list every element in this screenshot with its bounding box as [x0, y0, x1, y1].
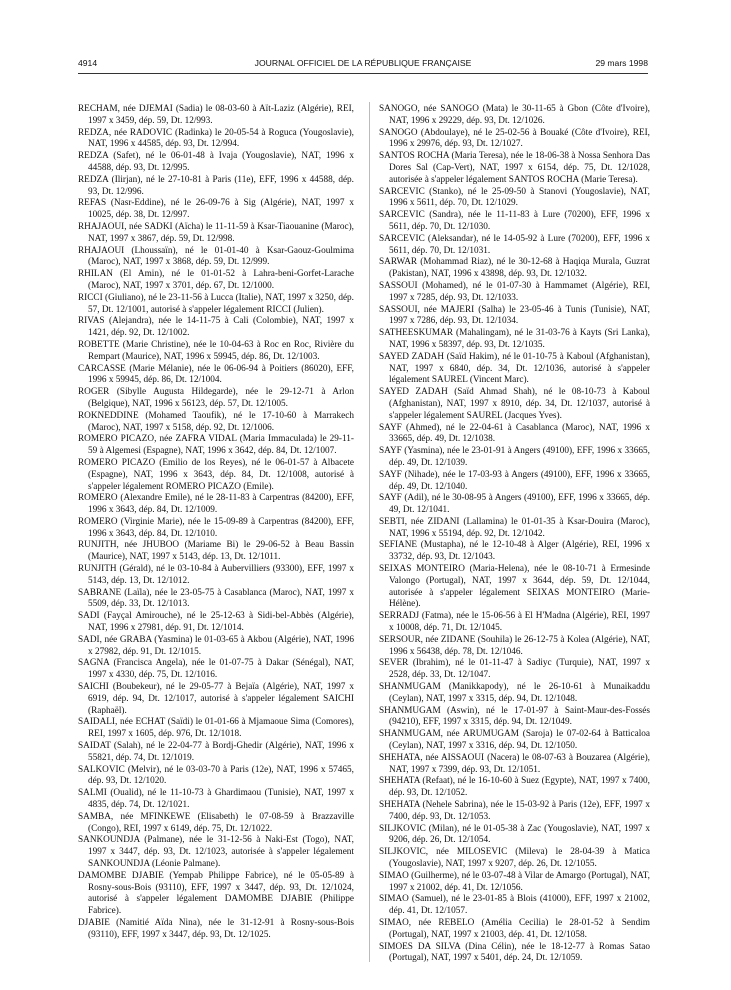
naturalization-entry: SASSOUI (Mohamed), né le 01-07-30 à Hammamet (Algérie), REI, 1997 x 7285, dép. 93, Dt. 12/1033.	[379, 280, 650, 303]
naturalization-entry: ROMERO (Virginie Marie), née le 15-09-89 à Carpentras (84200), EFF, 1996 x 3643, dép. 84, Dt. 12/1010.	[78, 516, 354, 539]
journal-title: JOURNAL OFFICIEL DE LA RÉPUBLIQUE FRANÇAISE	[254, 58, 472, 68]
naturalization-entry: SANTOS ROCHA (Maria Teresa), née le 18-06-38 à Nossa Senhora Das Dores Sal (Cap-Vert), NAT, 1997 x 6154, dép. 75, Dt. 12/1028, autorisée à s'appeler légalement SANTOS ROCHA (Marie Teresa).	[379, 151, 650, 185]
naturalization-entry: SAMBA, née MFINKEWE (Elisabeth) le 07-08-59 à Brazzaville (Congo), REI, 1997 x 6149, dép. 75, Dt. 12/1022.	[78, 811, 354, 834]
naturalization-entry: SAYF (Adil), né le 30-08-95 à Angers (49100), EFF, 1996 x 33665, dép. 49, Dt. 12/1041.	[379, 493, 650, 516]
naturalization-entry: SEBTI, née ZIDANI (Lallamina) le 01-01-35 à Ksar-Douira (Maroc), NAT, 1996 x 55194, dép. 92, Dt. 12/1042.	[379, 516, 650, 539]
naturalization-entry: SIMOES DA SILVA (Dina Célin), née le 18-12-77 à Romas Satao (Portugal), NAT, 1997 x 5401, dép. 24, Dt. 12/1059.	[379, 941, 650, 964]
naturalization-entry: RHILAN (El Amin), né le 01-01-52 à Lahra-beni-Gorfet-Larache (Maroc), NAT, 1997 x 3701, dép. 67, Dt. 12/1000.	[78, 269, 354, 291]
naturalization-entry: ROMERO PICAZO (Emilio de los Reyes), né le 06-01-57 à Albacete (Espagne), NAT, 1996 x 3643, dép. 84, Dt. 12/1008, autorisé à s'appeler légalement ROMERO PICAZO (Emile).	[78, 457, 354, 492]
naturalization-entry: DAMOMBE DJABIE (Yempab Philippe Fabrice), né le 05-05-89 à Rosny-sous-Bois (93110), EFF, 1997 x 3447, dép. 93, Dt. 12/1024, autorisé à s'appeler légalement DAMOMBE DJABIE (Philippe Fabrice).	[78, 870, 354, 917]
naturalization-entry: SAIDALI, née ECHAT (Saïdi) le 01-01-66 à Mjamaoue Sima (Comores), REI, 1997 x 1605, dép. 976, Dt. 12/1018.	[78, 717, 354, 740]
naturalization-entry: ROMERO (Alexandre Emile), né le 28-11-83 à Carpentras (84200), EFF, 1996 x 3643, dép. 84, Dt. 12/1009.	[78, 493, 354, 516]
naturalization-entry: SAYED ZADAH (Saïd Ahmad Shah), né le 08-10-73 à Kaboul (Afghanistan), NAT, 1997 x 8910, dép. 34, Dt. 12/1037, autorisé à s'appeler légalement SAUREL (Jacques Yves).	[379, 387, 650, 421]
naturalization-entry: SANOGO (Abdoulaye), né le 25-02-56 à Bouaké (Côte d'Ivoire), REI, 1996 x 29976, dép. 93, Dt. 12/1027.	[379, 127, 650, 150]
issue-date: 29 mars 1998	[595, 58, 648, 68]
naturalization-entry: SEFIANE (Mustapha), né le 12-10-48 à Alger (Algérie), REI, 1996 x 33732, dép. 93, Dt. 12/1043.	[379, 540, 650, 563]
right-column	[379, 104, 650, 965]
naturalization-entry: SAIDAT (Salah), né le 22-04-77 à Bordj-Ghedir (Algérie), NAT, 1996 x 55821, dép. 74, Dt. 12/1019.	[78, 741, 354, 763]
naturalization-entry: REDZA (Ilirjan), né le 27-10-81 à Paris (11e), EFF, 1996 x 44588, dép. 93, Dt. 12/996.	[78, 174, 354, 197]
naturalization-entry: SIMAO, née REBELO (Amélia Cecilia) le 28-01-52 à Sendim (Portugal), NAT, 1997 x 21003, dép. 41, Dt. 12/1058.	[379, 917, 650, 940]
header-rule	[78, 73, 648, 74]
naturalization-entry: SAYED ZADAH (Saïd Hakim), né le 01-10-75 à Kaboul (Afghanistan), NAT, 1997 x 6840, dép. 34, Dt. 12/1036, autorisé à s'appeler légalement SAUREL (Vincent Marc).	[379, 351, 650, 386]
naturalization-entry: SEIXAS MONTEIRO (Maria-Helena), née le 08-10-71 à Ermesinde Valongo (Portugal), NAT, 1997 x 3644, dép. 59, Dt. 12/1044, autorisée à s'appeler légalement SEIXAS MONTEIRO (Marie-Hélène).	[379, 564, 650, 610]
naturalization-entry: SADI (Fayçal Amirouche), né le 25-12-63 à Sidi-bel-Abbès (Algérie), NAT, 1996 x 27981, dép. 91, Dt. 12/1014.	[78, 611, 354, 634]
naturalization-entry: SABRANE (Laïla), née le 23-05-75 à Casablanca (Maroc), NAT, 1997 x 5509, dép. 33, Dt. 12/1013.	[78, 587, 354, 610]
naturalization-entry: SAYF (Ahmed), né le 22-04-61 à Casablanca (Maroc), NAT, 1996 x 33665, dép. 49, Dt. 12/1038.	[379, 422, 650, 445]
naturalization-entry: SERRADJ (Fatma), née le 15-06-56 à El H'Madna (Algérie), REI, 1997 x 10008, dép. 71, Dt. 12/1045.	[379, 611, 650, 634]
naturalization-entry: ROGER (Sibylle Augusta Hildegarde), née le 29-12-71 à Arlon (Belgique), NAT, 1996 x 56123, dép. 57, Dt. 12/1005.	[78, 387, 354, 409]
naturalization-entry: SAYF (Yasmina), née le 23-01-91 à Angers (49100), EFF, 1996 x 33665, dép. 49, Dt. 12/1039.	[379, 446, 650, 468]
page-header	[78, 58, 648, 72]
naturalization-entry: RHAJAOUI, née SADKI (Aïcha) le 11-11-59 à Ksar-Tiaouanine (Maroc), NAT, 1997 x 3867, dép. 59, Dt. 12/998.	[78, 221, 354, 244]
naturalization-entry: SIMAO (Guilherme), né le 03-07-48 à Vilar de Amargo (Portugal), NAT, 1997 x 21002, dép. 41, Dt. 12/1056.	[379, 870, 650, 893]
naturalization-entry: SAYF (Nihade), née le 17-03-93 à Angers (49100), EFF, 1996 x 33665, dép. 49, Dt. 12/1040.	[379, 469, 650, 492]
naturalization-entry: RECHAM, née DJEMAI (Sadia) le 08-03-60 à Aït-Laziz (Algérie), REI, 1997 x 3459, dép. 59, Dt. 12/993.	[78, 104, 354, 126]
naturalization-entry: REDZA (Safet), né le 06-01-48 à Ivaja (Yougoslavie), NAT, 1996 x 44588, dép. 93, Dt. 12/995.	[78, 151, 354, 173]
naturalization-entry: SHEHATA, née AISSAOUI (Nacera) le 08-07-63 à Bouzarea (Algérie), NAT, 1997 x 7399, dép. 93, Dt. 12/1051.	[379, 752, 650, 775]
naturalization-entry: SHEHATA (Nehele Sabrina), née le 15-03-92 à Paris (12e), EFF, 1997 x 7400, dép. 93, Dt. 12/1053.	[379, 800, 650, 822]
left-column	[78, 104, 354, 942]
naturalization-entry: SATHEESKUMAR (Mahalingam), né le 31-03-76 à Kayts (Sri Lanka), NAT, 1996 x 58397, dép. 93, Dt. 12/1035.	[379, 328, 650, 350]
naturalization-entry: SILJKOVIC (Milan), né le 01-05-38 à Zac (Yougoslavie), NAT, 1997 x 9206, dép. 26, Dt. 12/1054.	[379, 823, 650, 846]
naturalization-entry: SAICHI (Boubekeur), né le 29-05-77 à Bejaïa (Algérie), NAT, 1997 x 6919, dép. 94, Dt. 12/1017, autorisé à s'appeler légalement SAICHI (Raphaël).	[78, 682, 354, 716]
naturalization-entry: RICCI (Giuliano), né le 23-11-56 à Lucca (Italie), NAT, 1997 x 3250, dép. 57, Dt. 12/1001, autorisé à s'appeler légalement RICCI (Julien).	[78, 292, 354, 315]
naturalization-entry: SALMI (Oualid), né le 11-10-73 à Ghardimaou (Tunisie), NAT, 1997 x 4835, dép. 74, Dt. 12/1021.	[78, 788, 354, 811]
page-number: 4914	[78, 58, 98, 68]
naturalization-entry: ROMERO PICAZO, née ZAFRA VIDAL (Maria Immaculada) le 29-11-59 à Algemesi (Espagne), NAT, 1996 x 3642, dép. 84, Dt. 12/1007.	[78, 434, 354, 457]
naturalization-entry: SHEHATA (Refaat), né le 16-10-60 à Suez (Egypte), NAT, 1997 x 7400, dép. 93, Dt. 12/1052.	[379, 776, 650, 799]
column-separator	[369, 102, 370, 962]
naturalization-entry: SHANMUGAM, née ARUMUGAM (Saroja) le 07-02-64 à Batticaloa (Ceylan), NAT, 1997 x 3316, dép. 94, Dt. 12/1050.	[379, 729, 650, 752]
naturalization-entry: SALKOVIC (Melvir), né le 03-03-70 à Paris (12e), NAT, 1996 x 57465, dép. 93, Dt. 12/1020.	[78, 764, 354, 787]
naturalization-entry: SHANMUGAM (Manikkapody), né le 26-10-61 à Munaikaddu (Ceylan), NAT, 1997 x 3315, dép. 94, Dt. 12/1048.	[379, 682, 650, 704]
naturalization-entry: DJABIE (Namitié Aïda Nina), née le 31-12-91 à Rosny-sous-Bois (93110), EFF, 1997 x 3447, dép. 93, Dt. 12/1025.	[78, 917, 354, 940]
naturalization-entry: RUNJITH (Gérald), né le 03-10-84 à Aubervilliers (93300), EFF, 1997 x 5143, dép. 13, Dt. 12/1012.	[78, 564, 354, 586]
naturalization-entry: SARCEVIC (Aleksandar), né le 14-05-92 à Lure (70200), EFF, 1996 x 5611, dép. 70, Dt. 12/1031.	[379, 233, 650, 256]
naturalization-entry: SANOGO, née SANOGO (Mata) le 30-11-65 à Gbon (Côte d'Ivoire), NAT, 1996 x 29229, dép. 93, Dt. 12/1026.	[379, 104, 650, 126]
naturalization-entry: SASSOUI, née MAJERI (Salha) le 23-05-46 à Tunis (Tunisie), NAT, 1997 x 7286, dép. 93, Dt. 12/1034.	[379, 304, 650, 327]
naturalization-entry: ROBETTE (Marie Christine), née le 10-04-63 à Roc en Roc, Rivière du Rempart (Maurice), NAT, 1996 x 59945, dép. 86, Dt. 12/1003.	[78, 339, 354, 362]
naturalization-entry: SHANMUGAM (Aswin), né le 17-01-97 à Saint-Maur-des-Fossés (94210), EFF, 1997 x 3315, dép. 94, Dt. 12/1049.	[379, 705, 650, 728]
naturalization-entry: SEVER (Ibrahim), né le 01-11-47 à Sadiyc (Turquie), NAT, 1997 x 2528, dép. 33, Dt. 12/1047.	[379, 658, 650, 681]
naturalization-entry: SARCEVIC (Stanko), né le 25-09-50 à Stanovi (Yougoslavie), NAT, 1996 x 5611, dép. 70, Dt. 12/1029.	[379, 186, 650, 209]
naturalization-entry: ROKNEDDINE (Mohamed Taoufik), né le 17-10-60 à Marrakech (Maroc), NAT, 1997 x 5158, dép. 92, Dt. 12/1006.	[78, 410, 354, 433]
naturalization-entry: SANKOUNDJA (Palmane), née le 31-12-56 à Naki-Est (Togo), NAT, 1997 x 3447, dép. 93, Dt. 12/1023, autorisée à s'appeler légalement SANKOUNDJA (Léonie Palmane).	[78, 835, 354, 869]
naturalization-entry: SERSOUR, née ZIDANE (Souhila) le 26-12-75 à Kolea (Algérie), NAT, 1996 x 56438, dép. 78, Dt. 12/1046.	[379, 634, 650, 657]
naturalization-entry: REFAS (Nasr-Eddine), né le 26-09-76 à Sig (Algérie), NAT, 1997 x 10025, dép. 38, Dt. 12/997.	[78, 198, 354, 221]
naturalization-entry: SAGNA (Francisca Angela), née le 01-07-75 à Dakar (Sénégal), NAT, 1997 x 4330, dép. 75, Dt. 12/1016.	[78, 658, 354, 681]
naturalization-entry: RHAJAOUI (Lhoussaïn), né le 01-01-40 à Ksar-Gaouz-Goulmima (Maroc), NAT, 1997 x 3868, dép. 59, Dt. 12/999.	[78, 245, 354, 268]
naturalization-entry: SARWAR (Mohammad Riaz), né le 30-12-68 à Haqiqa Murala, Guzrat (Pakistan), NAT, 1996 x 43898, dép. 93, Dt. 12/1032.	[379, 257, 650, 280]
naturalization-entry: RIVAS (Alejandra), née le 14-11-75 à Cali (Colombie), NAT, 1997 x 1421, dép. 92, Dt. 12/1002.	[78, 316, 354, 339]
naturalization-entry: SADI, née GRABA (Yasmina) le 01-03-65 à Akbou (Algérie), NAT, 1996 x 27982, dép. 91, Dt. 12/1015.	[78, 634, 354, 657]
naturalization-entry: REDZA, née RADOVIC (Radinka) le 20-05-54 à Roguca (Yougoslavie), NAT, 1996 x 44585, dép. 93, Dt. 12/994.	[78, 127, 354, 150]
naturalization-entry: RUNJITH, née JHUBOO (Mariame Bi) le 29-06-52 à Beau Bassin (Maurice), NAT, 1997 x 5143, dép. 13, Dt. 12/1011.	[78, 540, 354, 563]
naturalization-entry: SILJKOVIC, née MILOSEVIC (Mileva) le 28-04-39 à Matica (Yougoslavie), NAT, 1997 x 9207, dép. 26, Dt. 12/1055.	[379, 847, 650, 869]
naturalization-entry: SIMAO (Samuel), né le 23-01-85 à Blois (41000), EFF, 1997 x 21002, dép. 41, Dt. 12/1057.	[379, 894, 650, 917]
naturalization-entry: SARCEVIC (Sandra), née le 11-11-83 à Lure (70200), EFF, 1996 x 5611, dép. 70, Dt. 12/1030.	[379, 210, 650, 232]
naturalization-entry: CARCASSE (Marie Mélanie), née le 06-06-94 à Poitiers (86020), EFF, 1996 x 59945, dép. 86, Dt. 12/1004.	[78, 363, 354, 386]
